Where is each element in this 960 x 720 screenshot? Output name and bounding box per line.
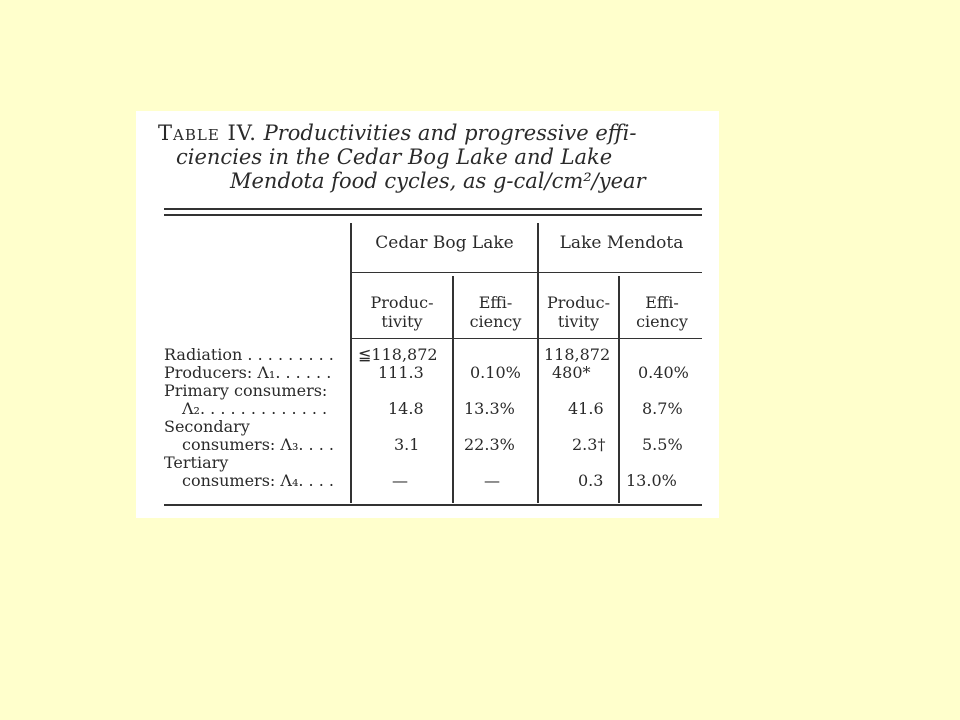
- table-label: Table IV.: [158, 121, 257, 145]
- lm-eff-secondary: 5.5%: [642, 435, 683, 454]
- cbl-prod-secondary: 3.1: [394, 435, 420, 454]
- caption-line-3: Mendota food cycles, as g-cal/cm²/year: [230, 169, 646, 193]
- caption-line-2: ciencies in the Cedar Bog Lake and Lake: [176, 145, 613, 169]
- cbl-productivity-header-l2: tivity: [381, 312, 423, 331]
- cbl-eff-primary: 13.3%: [464, 399, 515, 418]
- lm-prod-primary: 41.6: [568, 399, 604, 418]
- lm-prod-radiation: 118,872: [544, 345, 611, 364]
- cbl-efficiency-header-l2: ciency: [469, 312, 522, 331]
- header-bottom-rule: [350, 338, 702, 339]
- row-label-secondary-l1: Secondary: [164, 417, 250, 436]
- table-caption: [158, 121, 708, 193]
- lm-productivity-header-l1: Produc-: [547, 293, 610, 312]
- row-label-primary-l2: Λ₂. . . . . . . . . . . . .: [182, 399, 328, 418]
- top-rule-2: [164, 214, 702, 216]
- row-label-secondary-l2: consumers: Λ₃. . . .: [182, 435, 334, 454]
- bottom-rule: [164, 504, 702, 506]
- row-label-radiation: Radiation . . . . . . . . .: [164, 345, 334, 364]
- cbl-productivity-header-l1: Produc-: [370, 293, 434, 312]
- lm-eff-producers: 0.40%: [638, 363, 689, 382]
- col-divider-main: [350, 223, 352, 503]
- group-header-cedar-bog-lake: Cedar Bog Lake: [375, 233, 514, 253]
- row-label-producers: Producers: Λ₁. . . . . .: [164, 363, 332, 382]
- cbl-eff-producers: 0.10%: [470, 363, 521, 382]
- lm-productivity-header-l2: tivity: [557, 312, 600, 331]
- lm-prod-tertiary: 0.3: [578, 471, 604, 490]
- cbl-prod-primary: 14.8: [388, 399, 424, 418]
- table-scan: [136, 111, 719, 518]
- lm-efficiency-header-l1: Effi-: [645, 293, 679, 312]
- col-divider-groups: [537, 223, 539, 503]
- group-rule-lm: [539, 272, 702, 273]
- cbl-prod-tertiary: —: [392, 471, 408, 490]
- row-label-tertiary-l2: consumers: Λ₄. . . .: [182, 471, 334, 490]
- row-label-tertiary-l1: Tertiary: [164, 453, 229, 472]
- row-label-primary-l1: Primary consumers:: [164, 381, 328, 400]
- lm-eff-tertiary: 13.0%: [626, 471, 677, 490]
- caption-line-1: Productivities and progressive effi-: [263, 121, 637, 145]
- lm-efficiency-header-l2: ciency: [636, 312, 688, 331]
- cbl-efficiency-header-l1: Effi-: [478, 293, 513, 312]
- group-header-lake-mendota: Lake Mendota: [559, 233, 684, 253]
- cbl-prod-producers: 111.3: [378, 363, 424, 382]
- lm-eff-primary: 8.7%: [642, 399, 683, 418]
- cbl-eff-secondary: 22.3%: [464, 435, 515, 454]
- top-rule-1: [164, 208, 702, 210]
- cbl-eff-tertiary: —: [484, 471, 500, 490]
- lm-prod-secondary: 2.3†: [572, 435, 606, 454]
- lm-prod-producers: 480*: [552, 363, 591, 382]
- group-rule-cbl: [350, 272, 539, 273]
- cbl-prod-radiation: ≦118,872: [358, 345, 438, 364]
